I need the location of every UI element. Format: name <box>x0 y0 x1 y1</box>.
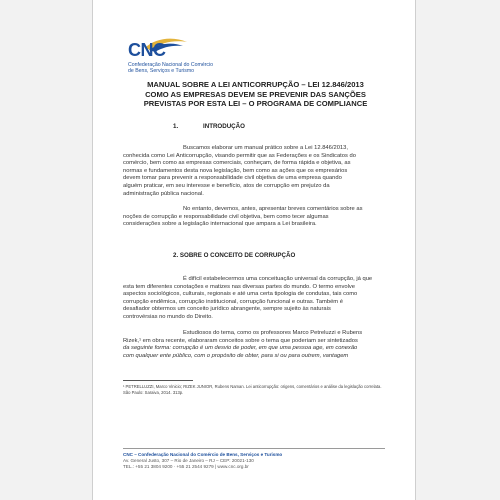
logo-subtitle: Confederação Nacional do Comércio de Bens, Serviços e Turismo <box>128 62 214 74</box>
page-footer <box>123 452 385 471</box>
section-2-paragraph-1: É difícil estabelecermos uma conceituação universal da corrupção, já que esta tem diferentes conotações e matizes nas diversas partes do mundo. O termo envolve aspectos sociológicos, culturais, regionais e até uma certa tipologia de condutas, tais como corrupção endêmica, corrupção institucional, corrupção funcional e outras. Também é desafiador obtermos um conceito jurídico abrangente, sempre sujeito às naturais controvérsias no mundo do Direito. <box>123 276 373 320</box>
footer-divider <box>123 448 385 449</box>
section-1-paragraph-2: No entanto, devemos, antes, apresentar breves comentários sobre as noções de corrupção e responsabilidade civil objetiva, bem como tecer algumas considerações sobre a legislação internacional que ampara a Lei brasileira. <box>123 206 363 228</box>
section-2-heading: 2. SOBRE O CONCEITO DE CORRUPÇÃO <box>173 252 296 259</box>
footer-contact: TEL.: +55 21 3804 9200 · +55 21 2544 9279 | www.cnc.org.br <box>123 464 249 470</box>
document-title: MANUAL SOBRE A LEI ANTICORRUPÇÃO – LEI 12.846/2013 COMO AS EMPRESAS DEVEM SE PREVENIR DAS SANÇÕES PREVISTAS POR ESTA LEI – O PROGRAMA DE COMPLIANCE <box>143 80 368 108</box>
footnote: ¹ PETRELLUZZI, Marco Vinicio; RIZEK JUNIOR, Rubens Naman. Lei anticorrupção: origens, comentários e análise da legislação correlata. São Paulo: Saraiva, 2014. 313p. <box>123 384 382 395</box>
footer-address: Av. General Justo, 307 – Rio de Janeiro – RJ – CEP: 20021-130 <box>123 458 254 464</box>
section-1-heading: INTRODUÇÃO <box>203 123 245 130</box>
section-1-number: 1. <box>173 123 179 130</box>
document-page <box>92 0 416 500</box>
section-2-paragraph-2: Estudiosos do tema, como os professores Marco Petreluzzi e Rubens Rizek,¹ em obra recente, elaboraram conceitos sobre o tema que poderiam ser sintetizados da seguinte forma: corrupção é um desvio de poder, em que uma pessoa age, em conexão com qualquer ente público, com o propósito de obter, para si ou para outrem, vantagem <box>123 330 363 359</box>
logo-acronym: CNC <box>128 40 166 60</box>
footnote-divider <box>123 380 193 381</box>
section-1-paragraph-1: Buscamos elaborar um manual prático sobre a Lei 12.846/2013, conhecida como Lei Anticorrupção, visando permitir que as Federações e os Sindicatos do comércio, bem como as empresas comerciais, conheçam, de forma rápida e objetiva, as normas e fundamentos desta nova legislação, bem como as ações que os empresários devem tomar para prevenir a responsabilidade civil objetiva de uma empresa quando alguém praticar, em seu interesse e benefício, atos de corrupção em prejuízo da administração pública nacional. <box>123 145 356 197</box>
footer-org: CNC – Confederação Nacional do Comércio de Bens, Serviços e Turismo <box>123 452 283 457</box>
